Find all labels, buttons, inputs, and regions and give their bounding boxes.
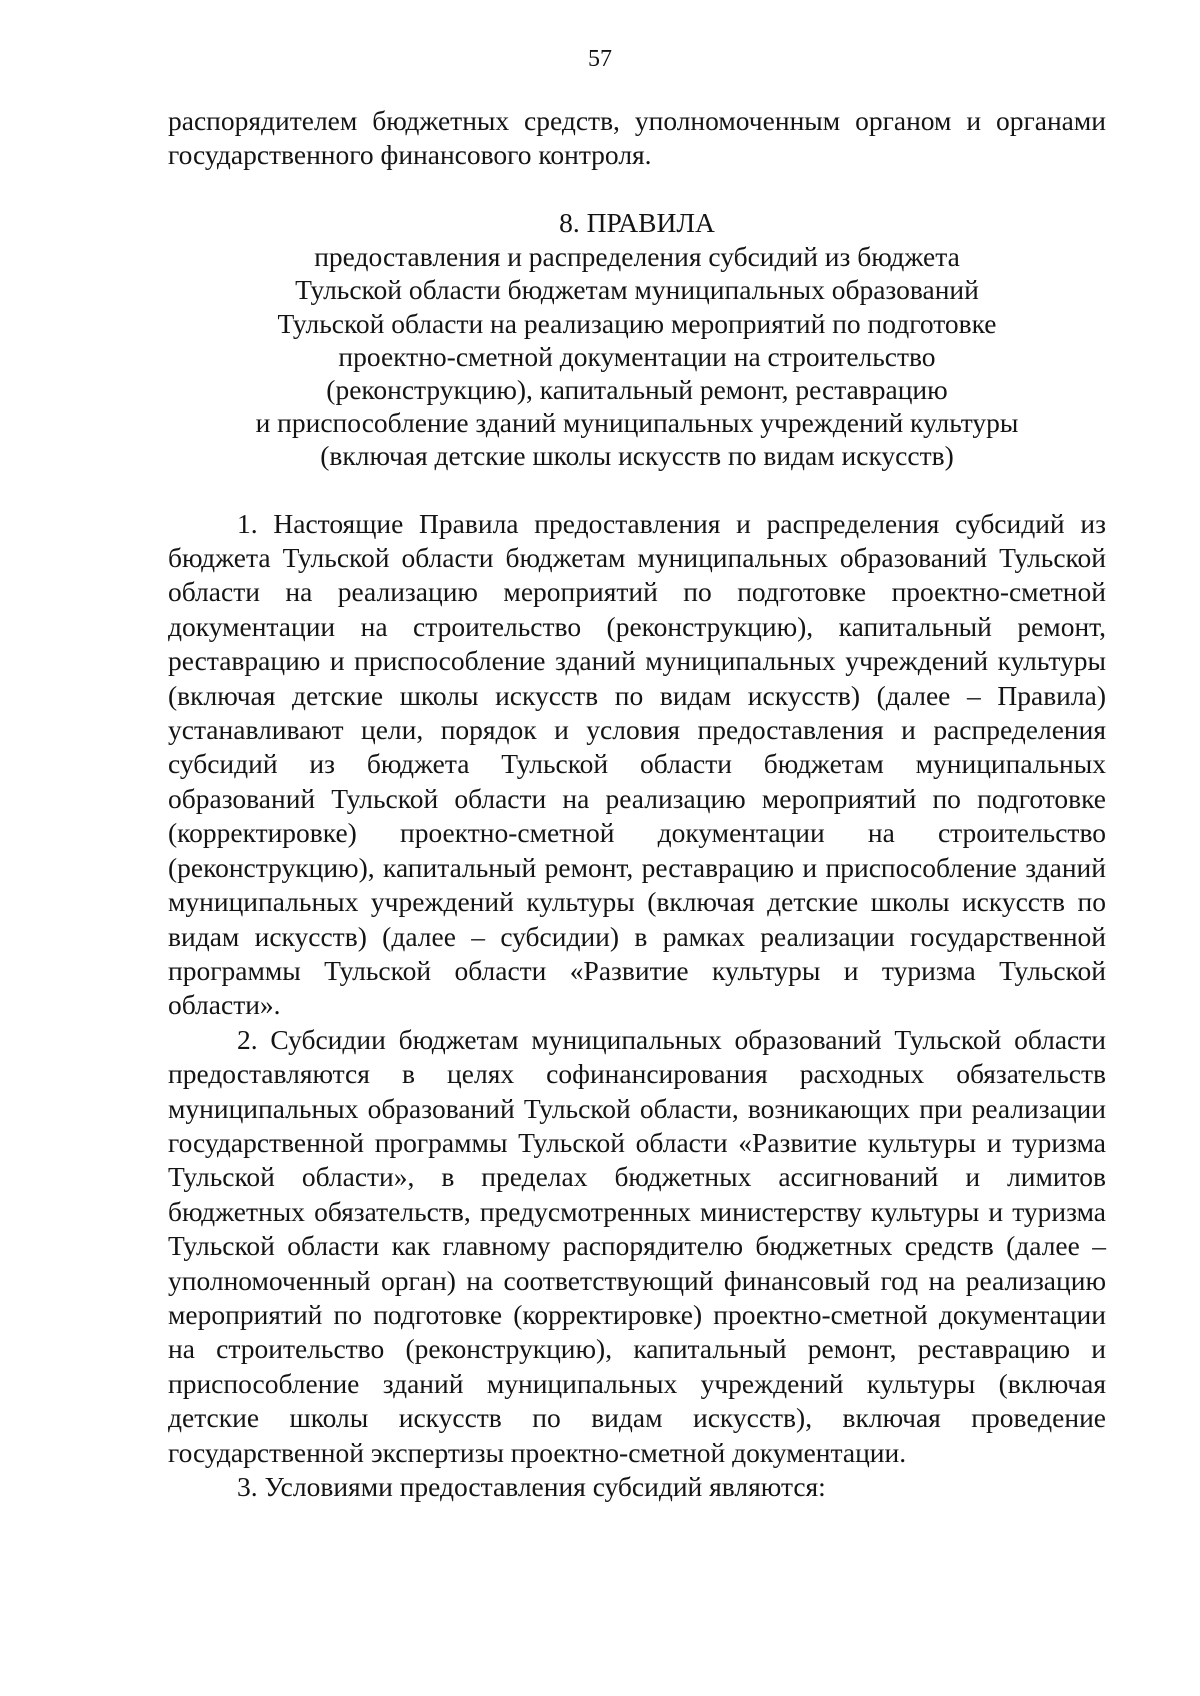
document-body — [168, 104, 1106, 1504]
paragraph-1: 1. Настоящие Правила предоставления и распределения субсидий из бюджета Тульской области бюджетам муниципальных образований Тульской области на реализацию мероприятий по подготовке проектно-сметной документации на строительство (реконструкцию), капитальный ремонт, реставрацию и приспособление зданий муниципальных учреждений культуры (включая детские школы искусств по видам искусств) (далее – Правила) устанавливают цели, порядок и условия предоставления и распределения субсидий из бюджета Тульской области бюджетам муниципальных образований Тульской области на реализацию мероприятий по подготовке (корректировке) проектно-сметной документации на строительство (реконструкцию), капитальный ремонт, реставрацию и приспособление зданий муниципальных учреждений культуры (включая детские школы искусств по видам искусств) (далее – субсидии) в рамках реализации государственной программы Тульской области «Развитие культуры и туризма Тульской области». — [168, 507, 1106, 1021]
subtitle-line: и приспособление зданий муниципальных учреждений культуры — [255, 407, 1019, 439]
section-title: 8. ПРАВИЛА — [559, 206, 715, 238]
paragraph-2: 2. Субсидии бюджетам муниципальных образований Тульской области предоставляются в целях софинансирования расходных обязательств муниципальных образований Тульской области, возникающих при реализации государственной программы Тульской области «Развитие культуры и туризма Тульской области», в пределах бюджетных ассигнований и лимитов бюджетных обязательств, предусмотренных министерству культуры и туризма Тульской области как главному распорядителю бюджетных средств (далее – уполномоченный орган) на соответствующий финансовый год на реализацию мероприятий по подготовке (корректировке) проектно-сметной документации на строительство (реконструкцию), капитальный ремонт, реставрацию и приспособление зданий муниципальных учреждений культуры (включая детские школы искусств по видам искусств), включая проведение государственной экспертизы проектно-сметной документации. — [168, 1023, 1106, 1468]
subtitle-line: проектно-сметной документации на строительство — [338, 340, 936, 372]
subtitle-line: предоставления и распределения субсидий из бюджета — [314, 241, 960, 273]
section-subtitle — [168, 240, 1106, 472]
subtitle-line: Тульской области на реализацию мероприятий по подготовке — [277, 307, 997, 339]
subtitle-line: (реконструкцию), капитальный ремонт, реставрацию — [326, 374, 948, 406]
subtitle-line: (включая детские школы искусств по видам искусств) — [320, 440, 954, 472]
subtitle-line: Тульской области бюджетам муниципальных образований — [295, 274, 979, 306]
page-number: 57 — [588, 46, 612, 72]
continued-paragraph: распорядителем бюджетных средств, уполномоченным органом и органами государственного финансового контроля. — [168, 105, 1106, 171]
paragraph-3: 3. Условиями предоставления субсидий являются: — [237, 1471, 826, 1503]
